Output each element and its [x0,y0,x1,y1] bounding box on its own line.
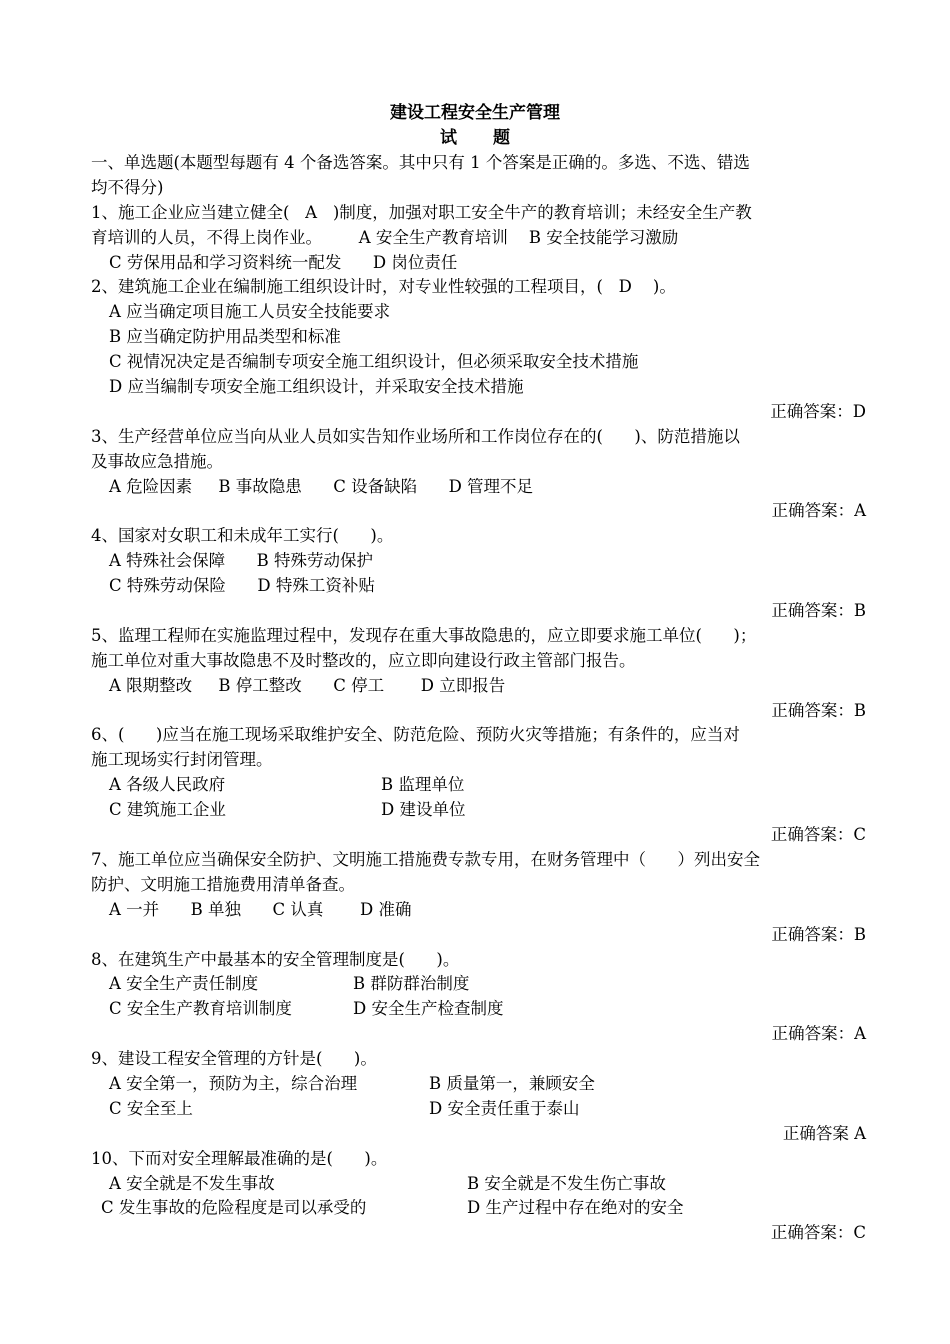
question-5-cont: 施工单位对重大事故隐患不及时整改的，应立即向建设行政主管部门报告。 [91,650,636,670]
question-10-option-d: D 生产过程中存在绝对的安全 [467,1198,684,1218]
document-body [91,151,866,1246]
question-6-option-b: B 监理单位 [381,775,465,795]
question-8: 8、在建筑生产中最基本的安全管理制度是( )。 [91,949,460,969]
question-8-option-c: C 安全生产教育培训制度 [109,999,292,1019]
question-8-option-d: D 安全生产检查制度 [353,999,504,1019]
question-8-option-b: B 群防群治制度 [353,974,470,994]
question-10-answer: 正确答案：C [770,1223,866,1243]
question-9: 9、建设工程安全管理的方针是( )。 [91,1049,377,1069]
question-4: 4、国家对女职工和未成年工实行( )。 [91,526,394,546]
question-4-options-row1: A 特殊社会保障 B 特殊劳动保护 [109,551,373,571]
question-3-cont: 及事故应急措施。 [91,451,223,471]
question-9-option-c: C 安全至上 [109,1098,193,1118]
question-2: 2、建筑施工企业在编制施工组织设计时，对专业性较强的工程项目，( D )。 [91,277,676,297]
question-7: 7、施工单位应当确保安全防护、文明施工措施费专款专用，在财务管理中（ ）列出安全 [91,849,760,869]
question-3: 3、生产经营单位应当向从业人员如实告知作业场所和工作岗位存在的( )、防范措施以 [91,426,740,446]
question-1-options: C 劳保用品和学习资料统一配发 D 岗位责任 [109,252,458,272]
question-8-option-a: A 安全生产责任制度 [109,974,259,994]
question-9-options-row2 [91,1097,866,1122]
question-6-answer: 正确答案：C [770,825,866,845]
question-5-options: A 限期整改 B 停工整改 C 停工 D 立即报告 [109,675,506,695]
question-10-option-a: A 安全就是不发生事故 [109,1173,275,1193]
question-4-answer: 正确答案：B [771,601,866,621]
document-subtitle: 试题 [440,128,546,148]
question-7-options: A 一并 B 单独 C 认真 D 准确 [109,899,412,919]
question-9-option-a: A 安全第一，预防为主，综合治理 [109,1073,358,1093]
question-2-answer: 正确答案：D [770,401,866,421]
question-7-answer: 正确答案：B [771,924,866,944]
question-2-option-b: B 应当确定防护用品类型和标准 [109,327,341,347]
question-8-options-row1 [91,972,866,997]
question-9-answer: 正确答案 A [782,1123,866,1143]
section-heading-cont: 均不得分) [91,177,164,197]
question-6-option-c: C 建筑施工企业 [109,800,226,820]
question-1-cont: 育培训的人员，不得上岗作业。 A 安全生产教育培训 B 安全技能学习激励 [91,227,679,247]
question-8-options-row2 [91,997,866,1022]
question-5-answer: 正确答案：B [771,700,866,720]
question-2-option-c: C 视情况决定是否编制专项安全施工组织设计，但必须采取安全技术措施 [109,352,639,372]
question-9-options-row1 [91,1072,866,1097]
question-3-options: A 危险因素 B 事故隐患 C 设备缺陷 D 管理不足 [109,476,534,496]
question-1: 1、施工企业应当建立健全( A )制度，加强对职工安全牛产的教育培训；未经安全生产教 [91,202,752,222]
question-10-options-row1 [91,1172,866,1197]
question-6-options-row2 [91,798,866,823]
question-10-options-row2 [91,1196,866,1221]
question-6-option-d: D 建设单位 [381,800,466,820]
question-10-option-c: C 发生事故的危险程度是司以承受的 [101,1198,367,1218]
question-10-option-b: B 安全就是不发生伤亡事故 [467,1173,666,1193]
question-2-option-d: D 应当编制专项安全施工组织设计，并采取安全技术措施 [109,377,524,397]
question-5: 5、监理工程师在实施监理过程中，发现存在重大事故隐患的，应立即要求施工单位( )； [91,625,757,645]
question-8-answer: 正确答案：A [771,1024,866,1044]
question-3-answer: 正确答案：A [771,501,866,521]
question-6-cont: 施工现场实行封闭管理。 [91,750,273,770]
question-6: 6、( )应当在施工现场采取维护安全、防范危险、预防火灾等措施；有条件的，应当对 [91,725,740,745]
question-2-option-a: A 应当确定项目施工人员安全技能要求 [109,302,391,322]
question-9-option-b: B 质量第一，兼顾安全 [429,1073,595,1093]
question-10: 10、下而对安全理解最准确的是( )。 [91,1148,388,1168]
section-heading: 一、单选题(本题型每题有 4 个备选答案。其中只有 1 个答案是正确的。多选、不选、错选 [91,153,750,172]
question-6-options-row1 [91,773,866,798]
question-9-option-d: D 安全责任重于泰山 [429,1098,580,1118]
document-title: 建设工程安全生产管理 [390,103,560,123]
question-4-options-row2: C 特殊劳动保险 D 特殊工资补贴 [109,576,375,596]
question-6-option-a: A 各级人民政府 [109,775,226,795]
question-7-cont: 防护、文明施工措施费用清单备查。 [91,874,355,894]
